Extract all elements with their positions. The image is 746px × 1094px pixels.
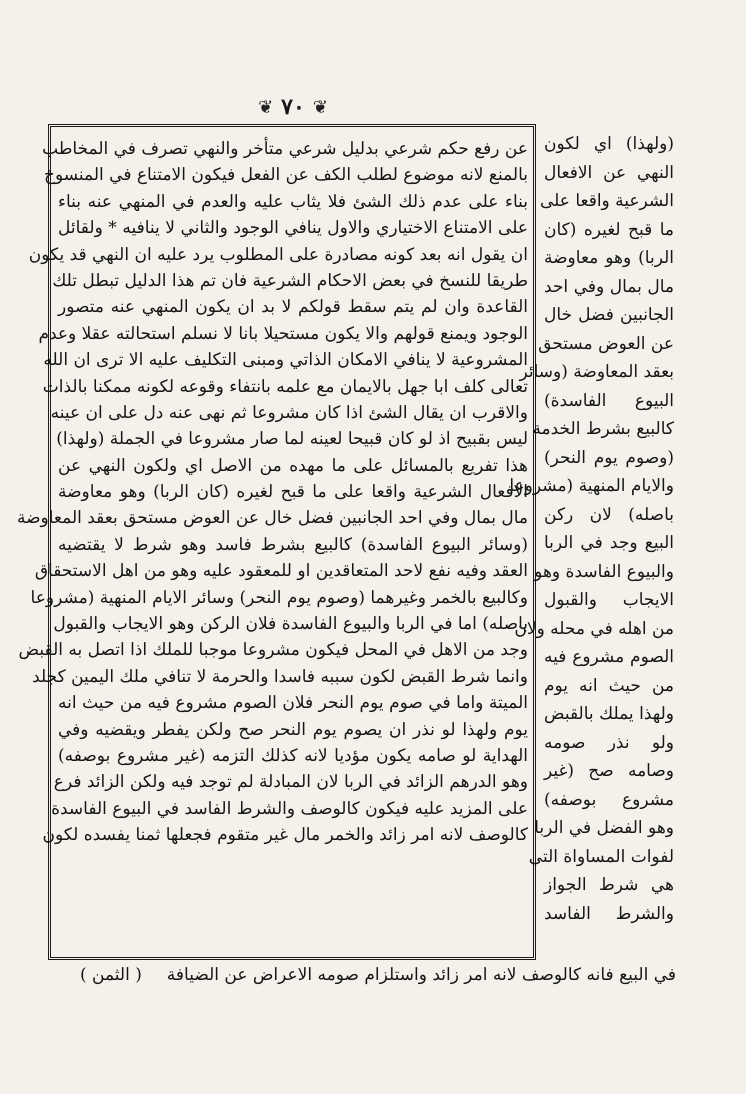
- text-line: وكالبيع بالخمر وغيرهما (وصوم يوم النحر) وسائر الايام المنهية (مشروعا: [30, 587, 528, 608]
- page-header: [243, 92, 343, 122]
- text-line: باصله) اما في الربا والبيوع الفاسدة فلان الركن وهو الايجاب والقبول: [53, 614, 528, 635]
- text-line: كالوصف لانه امر زائد والخمر مال غير متقوم فجعلها ثمنا يفسده لكون: [42, 825, 528, 846]
- catchword: ( الثمن ): [80, 965, 142, 985]
- text-line: وهو الدرهم الزائد في الربا لان المبادلة لم توجد فيه ولكن الزائد فرع: [53, 772, 528, 793]
- text-line: القاعدة وان لم يتم سقط قولكم لا بد ان يكون المنهي عنه متصور: [58, 297, 528, 318]
- text-line: الوجود ويمنع قولهم والا يكون مستحيلا بانا لا نسلم استحالته عقلا وعدم: [38, 323, 528, 344]
- text-line: والاقرب ان يقال الشئ اذا كان مشروعا ثم نهى عنه دل على ان عينه: [50, 402, 528, 423]
- text-line: الهداية لو صامه يكون مؤديا لانه كذلك التزمه (غير مشروع بوصفه): [58, 745, 528, 766]
- side-line: الايجاب والقبول: [544, 590, 674, 610]
- side-line: والشرط الفاسد: [544, 903, 674, 924]
- text-line: بالمنع لانه موضوع لطلب الكف عن الفعل فيكون الامتناع في المنسوخ: [43, 165, 528, 186]
- side-line: مال بمال وفي احد: [544, 276, 674, 297]
- side-line: وهو الفضل في الربا: [534, 818, 674, 838]
- side-line: باصله) لان ركن: [544, 504, 674, 525]
- side-line: البيوع الفاسدة): [544, 390, 674, 411]
- text-line: طريقا للنسخ في بعض الاحكام الشرعية فان تم هذا الدليل تبطل تلك: [52, 270, 528, 291]
- text-line: بناء على عدم ذلك الشئ فلا يثاب عليه والعدم في المنهي عنه بناء: [58, 191, 528, 212]
- side-line: من اهله في محله ولان: [514, 618, 674, 639]
- side-line: ولهذا يملك بالقبض: [544, 704, 674, 724]
- text-line: على الامتناع الاختياري والاول ينافي الوجود والثاني لا ينافيه * ولقائل: [58, 218, 528, 239]
- side-line: البيع وجد في الربا: [544, 533, 674, 553]
- text-line: على المزيد عليه فيكون كالوصف والشرط الفاسد في البيوع الفاسدة: [51, 798, 528, 819]
- text-line: تعالى كلف ابا جهل بالايمان مع علمه بانتفاء وقوعه لكونه ممكنا بالذات: [42, 376, 528, 397]
- side-continuation: في البيع فانه كالوصف لانه امر زائد واستلزام صومه الاعراض عن الضيافة: [166, 965, 676, 985]
- side-commentary: [509, 130, 674, 928]
- text-line: (وسائر البيوع الفاسدة) كالبيع بشرط فاسد وهو شرط لا يقتضيه: [58, 534, 528, 555]
- side-line: كالبيع بشرط الخدمة: [532, 419, 674, 439]
- page-number: ٧٠: [281, 94, 305, 120]
- side-line: والبيوع الفاسدة وهو: [534, 561, 674, 582]
- text-line: وانما شرط القبض لكون سببه فاسدا والحرمة لا تنافي ملك اليمين كجلد: [32, 666, 528, 687]
- side-line: (ولهذا) اي لكون: [544, 134, 674, 154]
- text-line: مال بمال وفي احد الجانبين فضل خال عن العوض مستحق بعقد المعاوضة: [16, 508, 528, 529]
- text-line: عن رفع حكم شرعي بدليل شرعي متأخر والنهي تصرف في المخاطب: [42, 139, 528, 159]
- text-line: يوم ولهذا لو نذر ان يصوم يوم النحر صح ولكن يفطر ويقضيه وفي: [58, 719, 528, 740]
- side-line: الربا) وهو معاوضة: [544, 248, 674, 268]
- text-line: ان يقول انه بعد كونه مصادرة على المطلوب يرد عليه ان النهي قد يكون: [28, 244, 528, 265]
- text-line: العقد وفيه نفع لاحد المتعاقدين او للمعقود عليه وهو من اهل الاستحقاق: [34, 561, 528, 582]
- side-line: الصوم مشروع فيه: [544, 647, 674, 667]
- text-line: وجد من الاهل في المحل فيكون مشروعا موجبا للملك اذا اتصل به القبض: [18, 640, 528, 661]
- side-line: لفوات المساواة التي: [528, 846, 674, 867]
- side-line: مشروع بوصفه): [544, 789, 674, 810]
- side-line: بعقد المعاوضة (وسائر: [519, 362, 674, 382]
- text-line: المشروعية لا ينافي الامكان الذاتي ومبنى التكليف عليه الا ترى ان الله: [43, 350, 528, 371]
- side-line: الجانبين فضل خال: [544, 305, 674, 325]
- main-text-block: [16, 136, 528, 849]
- text-line: ليس بقبيح اذ لو كان قبيحا لعينه لما صار مشروعا في الجملة (ولهذا): [56, 429, 528, 450]
- side-line: الشرعية واقعا على: [539, 191, 674, 211]
- side-line: هي شرط الجواز: [544, 875, 674, 895]
- side-line: من حيث انه يوم: [544, 675, 674, 696]
- left-ornament-icon: ❦: [258, 96, 274, 118]
- side-line: عن العوض مستحق: [538, 333, 674, 354]
- text-line: الافعال الشرعية واقعا على ما قبح لغيره (كان الربا) وهو معاوضة: [58, 482, 528, 503]
- side-line: ولو نذر صومه: [544, 732, 674, 753]
- text-line: هذا تفريع بالمسائل على ما مهده من الاصل اي ولكون النهي عن: [58, 455, 528, 476]
- side-line: ما قبح لغيره (كان: [544, 219, 674, 240]
- side-line: النهي عن الافعال: [544, 162, 674, 183]
- text-line: الميتة واما في صوم يوم النحر فلان الصوم مشروع فيه من حيث انه: [58, 693, 528, 714]
- page-footer: [80, 960, 676, 990]
- side-line: وصامه صح (غير: [544, 761, 674, 781]
- right-ornament-icon: ❦: [312, 96, 328, 118]
- side-line: والايام المنهية (مشروعا: [509, 476, 674, 496]
- side-line: (وصوم يوم النحر): [544, 447, 674, 468]
